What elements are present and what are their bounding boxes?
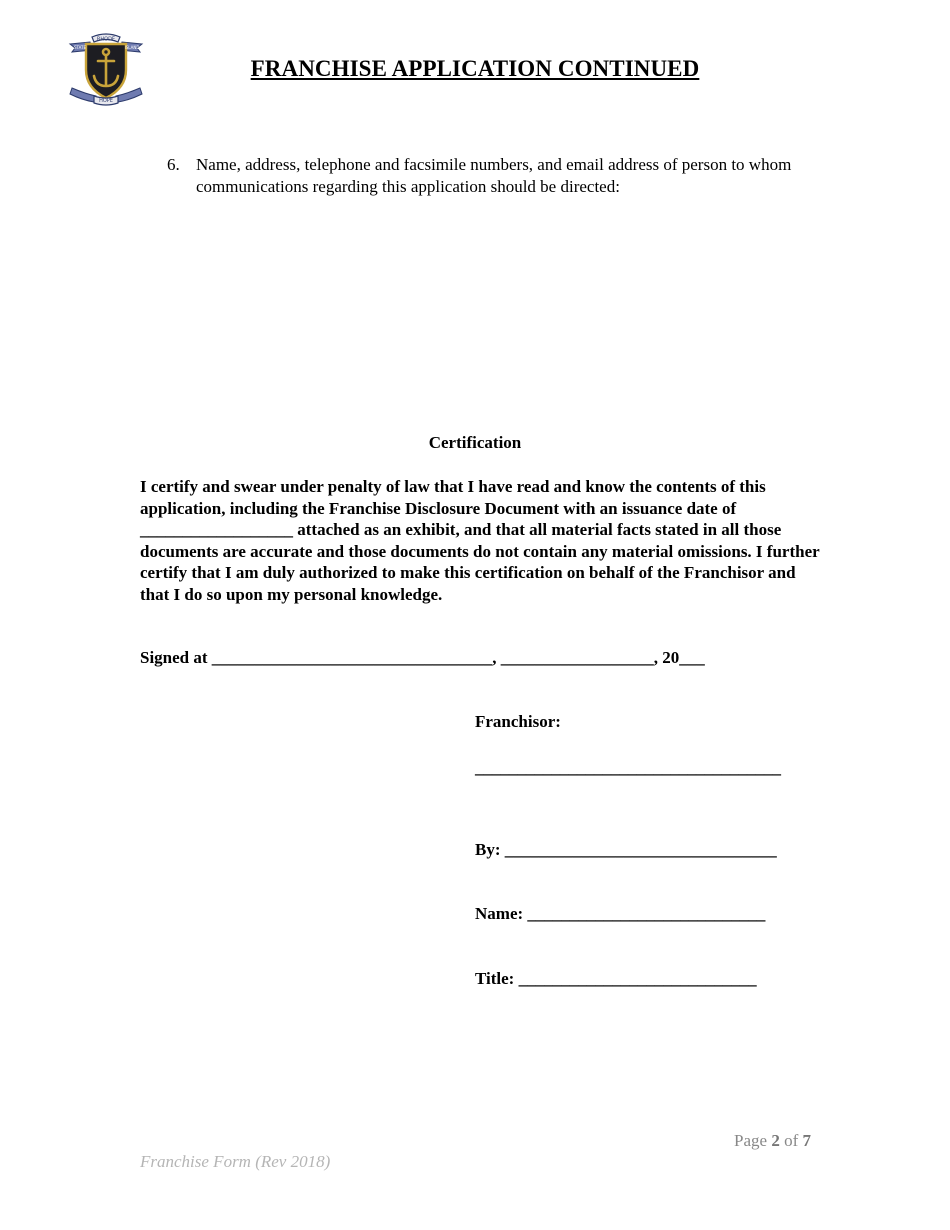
name-signature-line: Name: ____________________________ <box>475 904 766 923</box>
svg-text:RHODE: RHODE <box>96 36 116 43</box>
page-title: FRANCHISE APPLICATION CONTINUED <box>250 56 700 81</box>
title-signature-line: Title: ____________________________ <box>475 969 757 988</box>
form-revision-label: Franchise Form (Rev 2018) <box>140 1152 331 1171</box>
franchisor-signature-line: ____________________________________ <box>475 758 781 777</box>
svg-text:STATE: STATE <box>73 45 87 50</box>
page-number <box>734 1131 811 1151</box>
svg-text:ISLAND: ISLAND <box>124 45 140 50</box>
page-prefix: Page <box>734 1131 772 1150</box>
certification-body: I certify and swear under penalty of law that I have read and know the contents of this application, including the Franchise Disclosure Document with an issuance date of __________________ attached as an exhibit, and that all material facts stated in all those documents are accurate and those documents do not contain any material omissions. I further certify that I am duly authorized to make this certification on behalf of the Franchisor and that I do so upon my personal knowledge. <box>140 477 820 604</box>
signed-at-line: Signed at _________________________________, __________________, 20___ <box>140 648 705 667</box>
franchisor-label: Franchisor: <box>475 712 561 731</box>
certification-heading: Certification <box>428 433 522 452</box>
item-6 <box>167 154 827 198</box>
page-of: of <box>779 1131 803 1150</box>
page-total: 7 <box>802 1131 811 1150</box>
by-signature-line: By: ________________________________ <box>475 840 777 859</box>
item-6-number: 6. <box>167 155 180 174</box>
item-6-text: Name, address, telephone and facsimile numbers, and email address of person to whom communications regarding this application should be directed: <box>196 155 792 196</box>
svg-text:HOPE: HOPE <box>99 98 113 104</box>
page-current: 2 <box>771 1131 780 1150</box>
